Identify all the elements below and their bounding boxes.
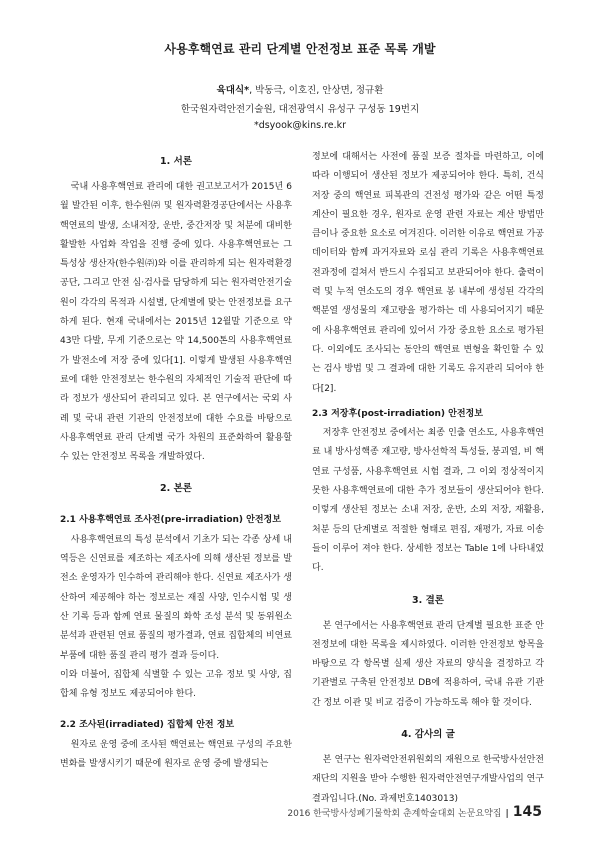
- section-2-2-paragraph-continued: 정보에 대해서는 사전에 품질 보증 절차를 마련하고, 이에 따라 이행되어 생산된 정보가 제공되어야 한다. 특히, 건식 저장 중의 핵연료 피복관의 건전성 평가와 같은 어떤 특정 계산이 필요한 경우, 원자로 운영 관련 자료는 계산 방법만큼이나 중요한 요소로 여겨진다. 이러한 이유로 핵연료 가공데이터와 함께 과거자료와 로심 관리 기록은 사용후핵연료 전과정에 걸쳐서 반드시 수집되고 보관되어야 한다. 출력이력 및 누적 연소도의 경우 핵연료 봉 내부에 생성된 각각의 핵분열 생성물의 재고량을 평가하는 데 사용되어지기 때문에 사용후핵연료 관리에 있어서 가장 중요한 요소로 평가된다. 이외에도 조사되는 동안의 핵연료 변형을 확인할 수 있는 검사 방법 및 그 결과에 대한 기록도 유지관리 되어야 한다[2].: [312, 152, 544, 394]
- section-heading-acknowledgement: 4. 감사의 글: [401, 729, 455, 741]
- author-list: [0, 82, 600, 96]
- section-heading-body: 2. 본론: [160, 483, 192, 495]
- subsection-heading-2-2: 2.2 조사된(irradiated) 집합체 안전 정보: [60, 720, 235, 731]
- lead-author: 육대식*: [216, 85, 250, 96]
- subsection-heading-2-3: 2.3 저장후(post-irradiation) 안전정보: [312, 408, 483, 419]
- section-2-1-paragraph: 사용후핵연료의 특성 분석에서 기초가 되는 각종 상세 내역등은 신연료를 제조하는 제조사에 의해 생산된 정보를 발전소 운영자가 인수하여 관리해야 한다. 신연료 제조사가 생산하여 제공해야 하는 정보로는 재질 사양, 인수시험 및 생산 기록 등과 함께 연료 물질의 화학 조성 분석 및 동위원소 분석과 관련된 연료 품질의 평가결과, 연료 집합체의 비연료 부품에 대한 품질 관리 평가 결과 등이다.: [60, 534, 292, 661]
- proceedings-title: 2016 한국방사성폐기물학회 춘계학술대회 논문요약집: [287, 809, 502, 819]
- footer-separator: |: [505, 809, 509, 819]
- contact-email: *dsyook@kins.re.kr: [253, 120, 347, 131]
- affiliation: 한국원자력안전기술원, 대전광역시 유성구 구성동 19번지: [180, 104, 420, 115]
- acknowledgement-paragraph: 본 연구는 원자력안전위원회의 재원으로 한국방사선안전재단의 지원을 받아 수행한 원자력안전연구개발사업의 연구결과입니다.(No. 과제번호1403013): [312, 755, 544, 804]
- paper-title: 사용후핵연료 관리 단계별 안전정보 표준 목록 개발: [164, 42, 436, 56]
- page-number: 145: [512, 804, 542, 820]
- intro-paragraph: 국내 사용후핵연료 관리에 대한 권고보고서가 2015년 6월 발간된 이후, 한수원㈜ 및 원자력환경공단에서는 사용후핵연료의 발생, 소내저장, 운반, 중간저장 및 처분에 대비한 활발한 사업화 작업을 진행 중에 있다. 사용후핵연료는 그 특성상 생산자(한수원㈜)와 이를 관리하게 되는 원자력환경공단, 그리고 안전 심·검사를 담당하게 되는 원자력안전기술원이 각각의 목적과 시설별, 단계별에 맞는 안전정보를 요구하게 된다. 현재 국내에서는 2015년 12월말 기준으로 약 43만 다발, 무게 기준으로는 약 14,500톤의 사용후핵연료가 발전소에 저장 중에 있다[1]. 이렇게 발생된 사용후핵연료에 대한 안전정보는 한수원의 자체적인 기술적 판단에 따라 정보가 생산되어 관리되고 있다. 본 연구에서는 국외 사례 및 국내 관련 기관의 안전정보에 대한 수요를 바탕으로 사용후핵연료 관리 단계별 국가 차원의 표준화하여 활용할 수 있는 안전정보 목록을 개발하였다.: [60, 182, 292, 463]
- right-column: [312, 148, 544, 809]
- left-column: [60, 152, 292, 774]
- page-footer: [287, 804, 542, 820]
- co-authors: , 박동극, 이호진, 안상면, 정규환: [249, 85, 384, 96]
- section-2-3-paragraph: 저장후 안전정보 중에서는 최종 인출 연소도, 사용후핵연료 내 방사성핵종 재고량, 방사선학적 특성들, 붕괴열, 비 핵연료 구성품, 사용후핵연료 시험 결과, 그 이외 정상적이지 못한 사용후핵연료에 대한 추가 정보들이 생산되어야 한다. 이렇게 생산된 정보는 소내 저장, 운반, 소외 저장, 재활용, 처분 등의 단계별로 적절한 형태로 편집, 재평가, 자료 이송들이 이루어 져야 한다. 상세한 정보는 Table 1에 나타내었다.: [312, 428, 544, 574]
- section-heading-conclusion: 3. 결론: [412, 594, 444, 606]
- section-heading-intro: 1. 서론: [160, 156, 192, 167]
- section-2-1-paragraph-2: 이와 더불어, 집합체 식별할 수 있는 고유 정보 및 사양, 집합체 유형 정보도 제공되어야 한다.: [60, 669, 292, 700]
- conclusion-paragraph: 본 연구에서는 사용후핵연료 관리 단계별 필요한 표준 안전정보에 대한 목록을 제시하였다. 이러한 안전정보 항목을 바탕으로 각 항목별 실제 생산 자료의 양식을 결정하고 각 기관별로 구축된 안전정보 DB에 적용하여, 국내 유관 기관 간 정보 이관 및 비교 검증이 가능하도록 해야 할 것이다.: [312, 620, 544, 708]
- section-2-2-paragraph: 원자로 운영 중에 조사된 핵연료는 핵연료 구성의 주요한 변화를 발생시키기 때문에 원자로 운영 중에 발생되는: [60, 739, 292, 770]
- subsection-heading-2-1: 2.1 사용후핵연료 조사전(pre-irradiation) 안전정보: [60, 515, 281, 526]
